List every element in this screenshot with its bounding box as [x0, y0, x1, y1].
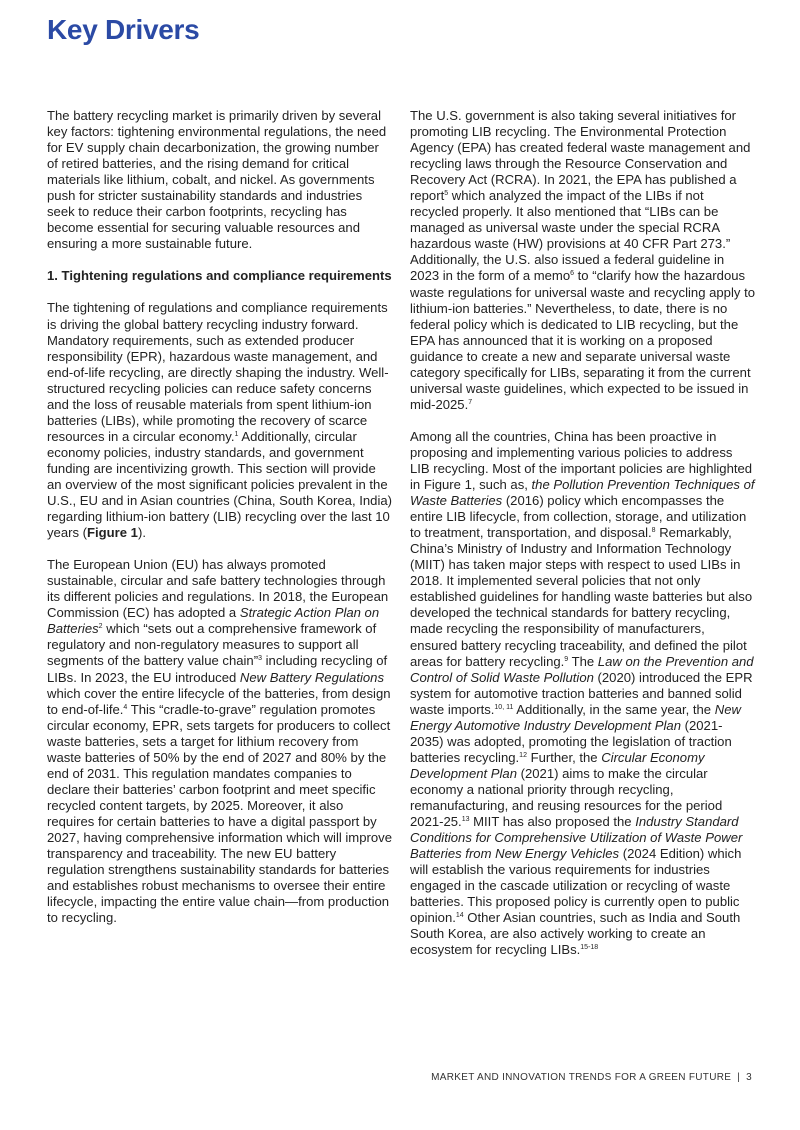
right-column: [410, 108, 755, 974]
footnote-ref: 8: [651, 527, 656, 535]
footnote-ref: 9: [564, 655, 569, 663]
policy-title: New Battery Regulations: [239, 669, 384, 685]
policy-title: Law on the Prevention and Control of Solid Waste Pollution: [410, 653, 754, 685]
page-title: Key Drivers: [47, 14, 200, 45]
intro-paragraph: The battery recycling market is primarily driven by several key factors: tightening environmental regulations, the need for EV supply chain decarbonization, the growing number of retired batteries, and the rising demand for critical materials like lithium, cobalt, and nickel. As governments push for stricter sustainability standards and industries seek to reduce their carbon footprints, recycling has become essential for securing valuable resources and ensuring a more sustainable future.: [47, 108, 387, 252]
policy-title: Industry Standard Conditions for Comprehensive Utilization of Waste Power Batteries from New Energy Vehicles: [410, 814, 743, 862]
us-paragraph: The U.S. government is also taking several initiatives for promoting LIB recycling. The Environmental Protection Agency (EPA) has created federal waste management and recycling laws through the Resource Conservation and Recovery Act (RCRA). In 2021, the EPA has published a report$^5$ which analyzed the impact of the LIBs if not recycled properly. It also mentioned that “LIBs can be managed as universal waste under the special RCRA hazardous waste (HW) provisions at 40 CFR Part 273.” Additionally, the U.S. also issued a federal guideline in 2023 in the form of a memo$^6$ to “clarify how the hazardous waste regulations for universal waste and recycling apply to lithium-ion batteries.” Nevertheless, to date, there is no federal policy which is dedicated to LIB recycling, but the EPA has announced that it is working on a proposed guidance to create a new and separate universal waste category specifically for LIBs, separating it from the current universal waste guidelines, which expected to be issued in mid-2025.$^7$: [410, 108, 755, 412]
policy-title: the Pollution Prevention Techniques of Waste Batteries: [410, 477, 755, 509]
footnote-ref: 13: [461, 816, 470, 824]
footnote-ref: 14: [455, 912, 464, 920]
footer-text: MARKET AND INNOVATION TRENDS FOR A GREEN FUTURE: [431, 1072, 732, 1083]
footer-separator: |: [737, 1072, 741, 1083]
left-column: [47, 108, 392, 942]
page-number: 3: [746, 1072, 752, 1083]
footnote-ref: 2: [98, 623, 103, 631]
china-paragraph: Among all the countries, China has been proactive in proposing and implementing various policies to address LIB recycling. Most of the important policies are highlighted in Figure 1, such as, the Pollution Prevention Techniques of Waste Batteries (2016) policy which encompasses the entire LIB lifecycle, from collection, storage, and utilization to treatment, transportation, and disposal.$^8$ Remarkably, China’s Ministry of Industry and Information Technology (MIIT) has taken major steps with respect to used LIBs in 2018. It implemented several policies that not only established guidelines for handling waste batteries but also developed the technical standards for battery recycling, made recycling the responsibility of manufacturers, ensured battery recycling traceability, and defined the pilot areas for battery recycling.$^9$ The Law on the Prevention and Control of Solid Waste Pollution (2020) introduced the EPR system for automotive traction batteries and banned solid waste imports.$^{10, 11}$ Additionally, in the same year, the New Energy Automotive Industry Development Plan (2021-2035) was adopted, promoting the legislation of traction batteries recycling.$^{12}$ Further, the Circular Economy Development Plan (2021) aims to make the circular economy a national priority through recycling, remanufacturing, and reusing resources for the period 2021-25.13 MIIT has also proposed the Industry Standard Conditions for Comprehensive Utilization of Waste Power Batteries from New Energy Vehicles (2024 Edition) which will establish the various requirements for industries engaged in the cascade utilization or recycling of waste batteries. This proposed policy is currently open to public opinion.$^{14}$ Other Asian countries, such as India and South South Korea, are also actively working to create an ecosystem for recycling LIBs.$^{15-18}$: [410, 428, 755, 958]
policy-title: Strategic Action Plan on Batteries: [47, 605, 380, 637]
footnote-ref: 7: [468, 398, 473, 406]
footnote-ref: 12: [519, 751, 527, 759]
footnote-ref: 6: [570, 270, 575, 278]
footnote-ref: 4: [123, 703, 128, 711]
footnote-ref: 5: [444, 190, 449, 198]
footnote-ref: 10, 11: [494, 703, 514, 711]
policy-title: New Energy Automotive Industry Development Plan: [410, 701, 741, 733]
eu-paragraph: The European Union (EU) has always promoted sustainable, circular and safe battery technologies through its different policies and regulations. In 2018, the European Commission (EC) has adopted a Strategic Action Plan on Batteries$^2$ which “sets out a comprehensive framework of regulatory and non-regulatory measures to support all segments of the battery value chain”$^3$ including recycling of LIBs. In 2023, the EU introduced New Battery Regulations which cover the entire lifecycle of the batteries, from design to end-of-life.$^4$ This “cradle-to-grave” regulation promotes circular economy, EPR, sets targets for producers to collect waste batteries, sets a target for lithium recovery from waste batteries of 50% by the end of 2027 and 80% by the end of 2031. This regulation mandates companies to declare their batteries’ carbon footprint and meet specific recycled content targets, by 2025. Moreover, it also requires for certain batteries to have a digital passport by 2027, having comprehensive information which will improve transparency and traceability. The new EU battery regulation strengthens sustainability standards for batteries and establishes robust mechanisms to oversee their entire lifecycle, impacting the entire value chain—from production to recycling.: [47, 557, 392, 926]
policy-title: Circular Economy Development Plan: [410, 749, 705, 781]
section-heading: 1. Tightening regulations and compliance requirements: [47, 268, 392, 284]
regulations-paragraph: The tightening of regulations and compliance requirements is driving the global battery recycling industry forward. Mandatory requirements, such as extended producer responsibility (EPR), hazardous waste management, and end-of-life recycling, are directly shaping the industry. Well-structured recycling policies can reduce safety concerns and the loss of reusable materials from spent lithium-ion batteries (LIBs), while promoting the recovery of scarce resources in a circular economy.$^1$ Additionally, circular economy policies, industry standards, and government funding are incentivizing growth. This section will provide an overview of the most significant policies prevalent in the U.S., EU and in Asian countries (China, South Korea, India) regarding lithium-ion battery (LIB) recycling over the last 10 years (Figure 1).: [47, 300, 392, 541]
page-footer: [431, 1072, 752, 1083]
footnote-ref: 1: [234, 430, 239, 438]
footnote-ref: 3: [258, 655, 262, 663]
footnote-ref: 15-18: [580, 944, 599, 952]
figure-reference: Figure 1: [87, 525, 138, 541]
